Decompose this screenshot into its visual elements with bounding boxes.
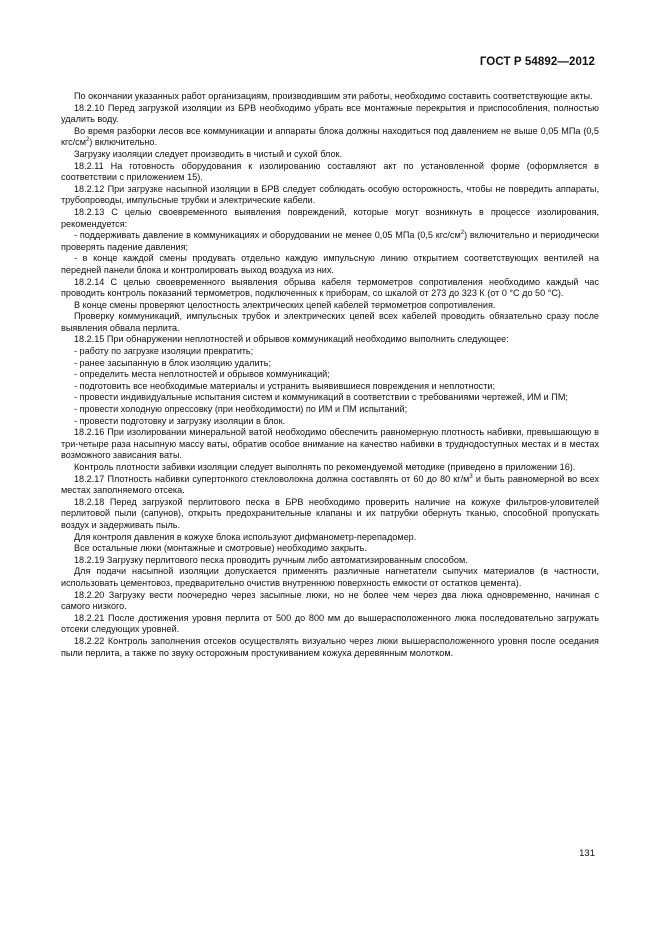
list-item: - определить места неплотностей и обрывов коммуникаций;: [74, 369, 330, 380]
list-item: - провести холодную опрессовку (при необходимости) по ИМ и ПМ испытаний;: [74, 404, 408, 415]
paragraph: Для контроля давления в кожухе блока используют дифманометр-перепадомер.: [74, 531, 417, 542]
paragraph: 18.2.11 На готовность оборудования к изолированию составляют акт по установленной форме (оформляется в соответствии с приложением 15).: [61, 160, 599, 183]
paragraph: По окончании указанных работ организациям, производившим эти работы, необходимо составить соответствующие акты.: [74, 91, 593, 101]
paragraph: Контроль плотности забивки изоляции следует выполнять по рекомендуемой методике (приведено в приложении 16).: [74, 462, 576, 472]
list-item: - работу по загрузке изоляции прекратить;: [74, 346, 254, 357]
page-body-text: [61, 91, 599, 659]
paragraph: 18.2.15 При обнаружении неплотностей и обрывов коммуникаций необходимо выполнить следующее:: [74, 334, 509, 345]
paragraph: 18.2.20 Загрузку вести поочередно через засыпные люки, но не более чем через два люка одновременно, начиная с самого низкого.: [61, 589, 599, 612]
paragraph: Все остальные люки (монтажные и смотровые) необходимо закрыть.: [74, 543, 367, 554]
paragraph: 18.2.22 Контроль заполнения отсеков осуществлять визуально через люки вышерасположенного уровня после оседания пыли перлита, а также по звуку осторожным простукиванием кожуха деревянным молотком.: [61, 635, 599, 658]
paragraph: В конце смены проверяют целостность электрических цепей кабелей термометров сопротивления.: [74, 299, 496, 310]
paragraph: 18.2.19 Загрузку перлитового песка проводить ручным либо автоматизированным способом.: [74, 554, 468, 565]
list-item: - подготовить все необходимые материалы и устранить выявившиеся повреждения и неплотности;: [74, 380, 495, 391]
paragraph: 18.2.17 Плотность набивки супертонкого стекловолокна должна составлять от 60 до 80 $кг/м^3$ и быть равномерной во всех местах заполняемого отсека.: [61, 473, 599, 496]
paragraph: 18.2.14 С целью своевременного выявления обрыва кабеля термометров сопротивления необходимо каждый час проводить контроль показаний термометров, подключенных к приборам, со шкалой от 273 до 323 К (от 0 °С до 50 °С).: [61, 276, 599, 299]
paragraph: Во время разборки лесов все коммуникации и аппараты блока должны находиться под давлением не выше 0,05 МПа (0,5 кгс/$см^2$) включительно.: [61, 125, 599, 148]
paragraph: 18.2.12 При загрузке насыпной изоляции в БРВ следует соблюдать особую осторожность, чтобы не повредить аппараты, трубопроводы, импульсные трубки и электрические кабели.: [61, 183, 599, 206]
paragraph: 18.2.18 Перед загрузкой перлитового песка в БРВ необходимо проверить наличие на кожухе фильтров-уловителей перлитовой пыли (сапунов), открыть предохранительные клапаны и их патрубки обернуть тканью, способной пропускать воздух и задерживать пыль.: [61, 496, 599, 530]
paragraph: 18.2.21 После достижения уровня перлита от 500 до 800 мм до вышерасположенного люка последовательно загружать отсеки следующих уровней.: [61, 612, 599, 635]
list-item: - провести индивидуальные испытания систем и коммуникаций в соответствии с требованиями чертежей, ИМ и ПМ;: [74, 392, 568, 403]
paragraph: Загрузку изоляции следует производить в чистый и сухой блок.: [74, 148, 343, 159]
paragraph: 18.2.13 С целью своевременного выявления повреждений, которые могут возникнуть в процессе изолирования, рекомендуется:: [61, 206, 599, 229]
list-item: - ранее засыпанную в блок изоляцию удалить;: [74, 357, 271, 368]
document-code-header: ГОСТ Р 54892—2012: [479, 56, 595, 68]
paragraph: Для подачи насыпной изоляции допускается применять различные нагнетатели сыпучих материалов (в частности, использовать цементовоз, предварительно очистив внутреннюю поверхность емкости от остатков цемента).: [61, 566, 599, 588]
paragraph: 18.2.10 Перед загрузкой изоляции из БРВ необходимо убрать все монтажные перекрытия и приспособления, полностью удалить воду.: [61, 102, 599, 125]
paragraph: 18.2.16 При изолировании минеральной ватой необходимо обеспечить равномерную плотность набивки, превышающую в три-четыре раза насыпную массу ваты, обратив особое внимание на качество набивки в труднодоступных местах и в местах возможного зависания ваты.: [61, 427, 599, 461]
list-item: - поддерживать давление в коммуникациях и оборудовании не менее 0,05 МПа (0,5 кгс/$см^2$) включительно и периодически проверять падение давления;: [61, 230, 599, 252]
page-number: 131: [579, 848, 595, 859]
paragraph: Проверку коммуникаций, импульсных трубок и электрических цепей всех кабелей проводить обязательно сразу после выявления обвала перлита.: [61, 311, 599, 333]
list-item: - в конце каждой смены продувать отдельно каждую импульсную линию открытием соответствующих вентилей на передней панели блока и контролировать выход воздуха из них.: [61, 253, 599, 275]
list-item: - провести подготовку и загрузку изоляции в блок.: [74, 415, 286, 426]
